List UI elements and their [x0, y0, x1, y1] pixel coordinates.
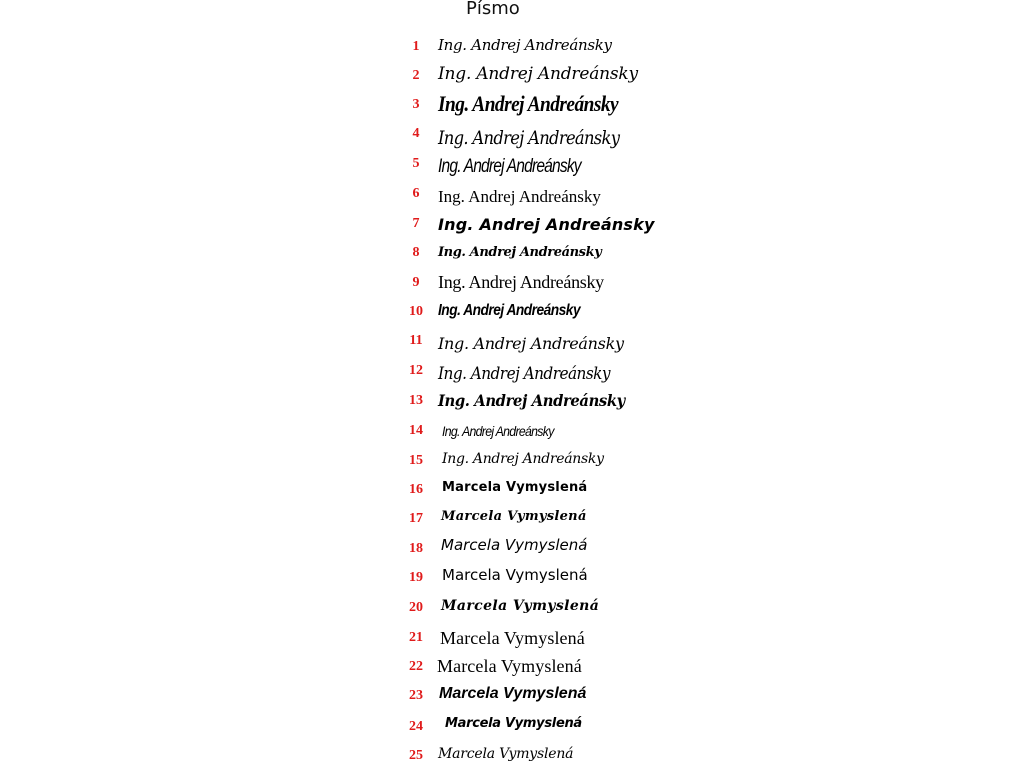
font-sample-text: Marcela Vymyslená — [438, 746, 574, 762]
font-sample-row — [0, 153, 1024, 181]
font-number: 19 — [409, 570, 423, 585]
font-sample-text: Ing. Andrej Andreánsky — [438, 91, 619, 116]
font-number: 24 — [409, 719, 423, 734]
font-sample-row — [0, 123, 1024, 151]
font-number: 12 — [409, 363, 423, 378]
font-sample-text: Marcela Vymyslená — [441, 598, 600, 614]
font-sample-row — [0, 390, 1024, 418]
font-sample-text: Marcela Vymyslená — [441, 509, 587, 524]
font-sample-row — [0, 330, 1024, 358]
font-number: 25 — [409, 748, 423, 763]
font-sample-row — [0, 300, 1024, 328]
font-sample-text: Ing. Andrej Andreánsky — [442, 423, 554, 439]
font-sample-text: Ing. Andrej Andreánsky — [438, 187, 601, 206]
font-number: 16 — [409, 482, 423, 497]
font-sample-row — [0, 627, 1024, 655]
font-sample-row — [0, 270, 1024, 298]
font-sample-row — [0, 242, 1024, 270]
font-number: 7 — [412, 216, 420, 231]
font-sample-row — [0, 597, 1024, 625]
font-sample-text: Ing. Andrej Andreánsky — [438, 245, 602, 260]
font-number: 6 — [412, 186, 420, 201]
font-sample-row — [0, 716, 1024, 744]
font-number: 3 — [412, 97, 420, 112]
font-sample-text: Ing. Andrej Andreánsky — [438, 64, 638, 84]
font-sample-text: Marcela Vymyslená — [441, 536, 588, 554]
font-number: 11 — [409, 333, 423, 348]
font-sample-row — [0, 685, 1024, 713]
font-sample-row — [0, 92, 1024, 120]
font-number: 23 — [409, 688, 423, 703]
font-number: 8 — [412, 245, 420, 260]
font-sample-row — [0, 508, 1024, 536]
font-sample-text: Ing. Andrej Andreánsky — [438, 36, 612, 54]
font-number: 22 — [409, 659, 423, 674]
font-sample-text: Marcela Vymyslená — [442, 566, 588, 584]
font-number: 14 — [409, 423, 423, 438]
font-number: 18 — [409, 541, 423, 556]
font-number: 15 — [409, 453, 423, 468]
font-sample-row — [0, 360, 1024, 388]
font-sample-text: Ing. Andrej Andreánsky — [438, 302, 581, 319]
font-sample-text: Ing. Andrej Andreánsky — [438, 272, 604, 292]
font-number: 1 — [412, 39, 420, 54]
font-number: 10 — [409, 304, 423, 319]
font-sample-row — [0, 478, 1024, 506]
font-sample-row — [0, 34, 1024, 62]
font-number: 17 — [409, 511, 423, 526]
font-sample-text: Ing. Andrej Andreánsky — [438, 127, 620, 149]
font-number: 5 — [412, 156, 420, 171]
font-sample-row — [0, 745, 1024, 773]
font-number: 21 — [409, 630, 423, 645]
font-sample-row — [0, 536, 1024, 564]
font-sample-row — [0, 420, 1024, 448]
font-sample-row — [0, 63, 1024, 91]
font-sample-row — [0, 566, 1024, 594]
font-sample-text: Ing. Andrej Andreánsky — [438, 334, 624, 353]
font-sample-text: Ing. Andrej Andreánsky — [438, 391, 625, 410]
font-sample-text: Marcela Vymyslená — [440, 628, 585, 648]
font-sample-row — [0, 449, 1024, 477]
font-number: 20 — [409, 600, 423, 615]
font-sample-text: Marcela Vymyslená — [442, 480, 588, 495]
font-sample-text: Ing. Andrej Andreánsky — [438, 156, 581, 177]
font-sample-text: Ing. Andrej Andreánsky — [438, 215, 655, 234]
font-sample-text: Marcela Vymyslená — [439, 685, 587, 702]
page-title: Písmo — [466, 0, 520, 19]
font-sample-row — [0, 656, 1024, 684]
font-sample-text: Ing. Andrej Andreánsky — [442, 451, 604, 467]
font-number: 4 — [412, 126, 420, 141]
font-sample-text: Marcela Vymyslená — [445, 716, 582, 731]
font-number: 9 — [412, 275, 420, 290]
font-sample-text: Marcela Vymyslená — [437, 656, 582, 676]
font-number: 2 — [412, 68, 420, 83]
font-number: 13 — [409, 393, 423, 408]
font-sample-text: Ing. Andrej Andreánsky — [438, 364, 611, 384]
font-sample-row — [0, 183, 1024, 211]
font-sample-row — [0, 212, 1024, 240]
